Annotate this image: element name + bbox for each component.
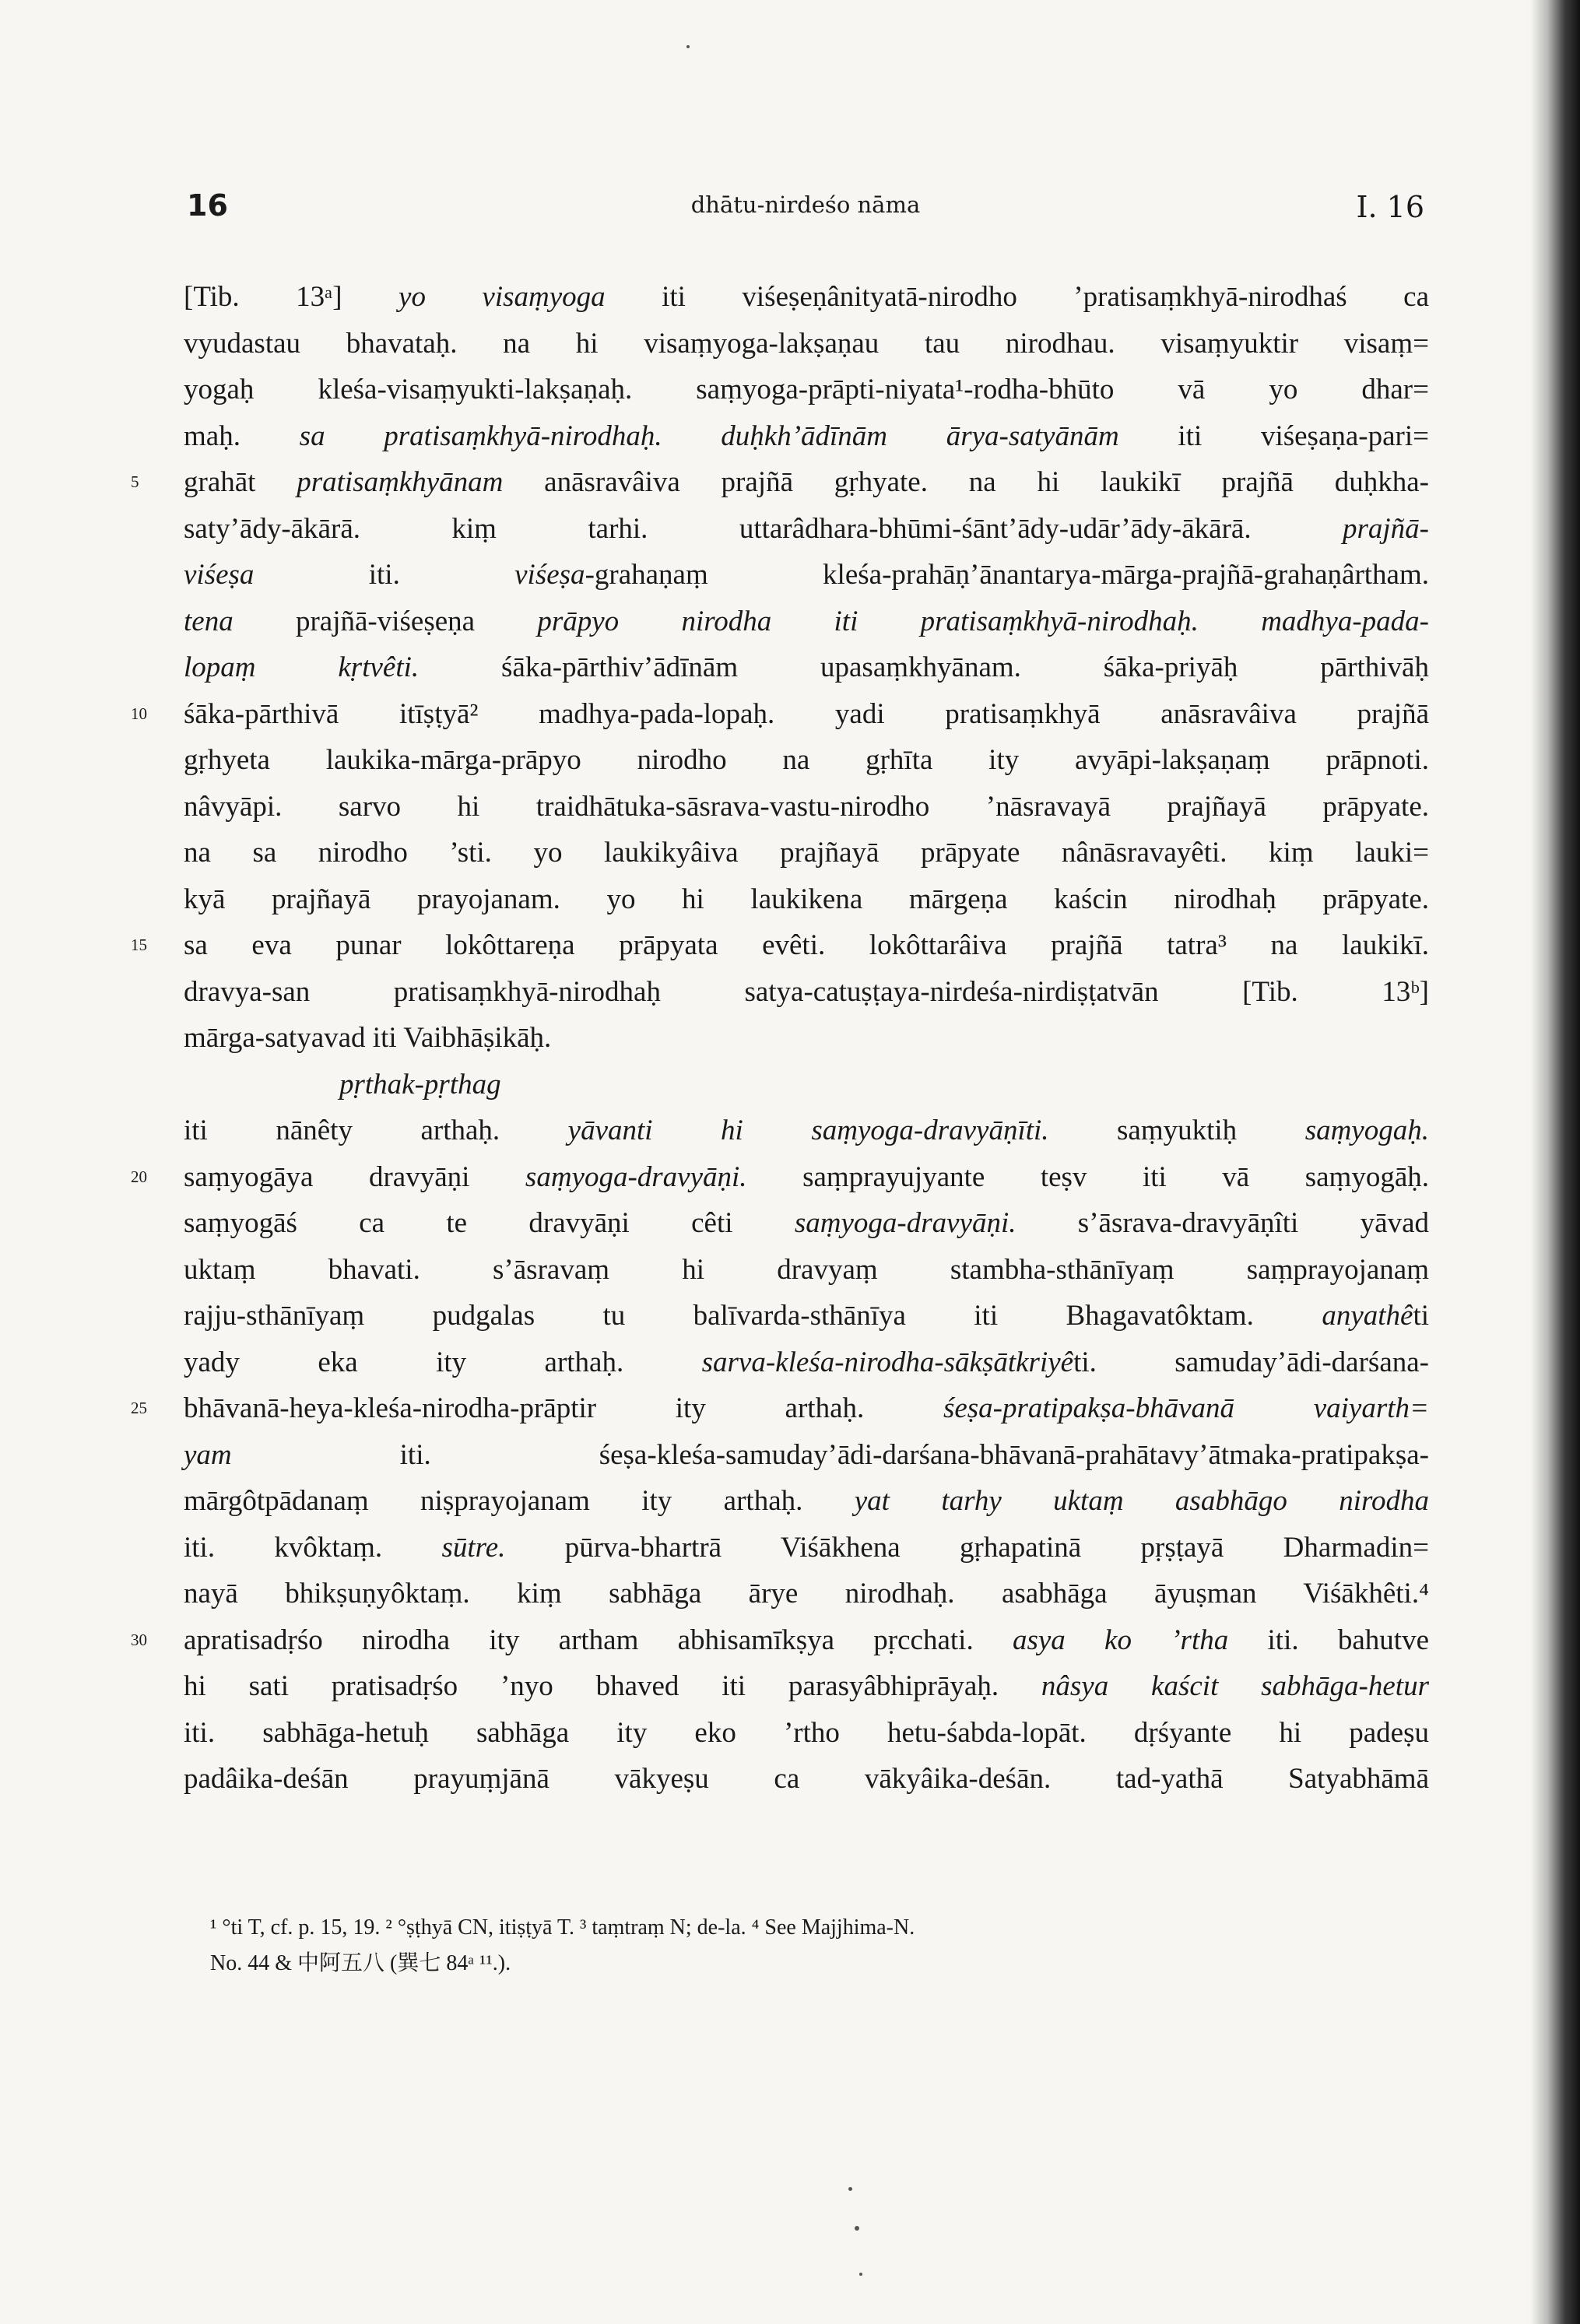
text-segment: vyudastau bhavataḥ. na hi visaṃyoga-lakṣaṇau tau nirodhau. visaṃyuktir visaṃ= xyxy=(184,327,1429,360)
text-line xyxy=(131,691,1429,738)
italic-segment: śeṣa-pratipakṣa-bhāvanā vaiyarth= xyxy=(943,1392,1429,1424)
italic-segment: yāvanti hi saṃyoga-dravyāṇīti. xyxy=(567,1115,1049,1146)
text-segment: -grahaṇaṃ kleśa-prahāṇ’ānantarya-mārga-prajñā-grahaṇârtham. xyxy=(585,559,1429,591)
page-header xyxy=(187,188,1424,243)
text-line xyxy=(184,737,1429,784)
text-line xyxy=(184,1663,1429,1710)
italic-segment: yo visaṃyoga xyxy=(399,281,606,313)
text-line xyxy=(184,1247,1429,1294)
text-segment: grahāt xyxy=(184,466,297,498)
scan-speck xyxy=(848,2187,852,2191)
text-segment: nâvyāpi. sarvo hi traidhātuka-sāsrava-vastu-nirodho ’nāsravayā prajñayā prāpyate. xyxy=(184,790,1429,823)
text-segment: yogaḥ kleśa-visaṃyukti-lakṣaṇaḥ. saṃyoga-prāpti-niyata¹-rodha-bhūto vā yo dhar= xyxy=(184,374,1429,405)
text-segment: mārgôtpādanaṃ niṣprayojanam ity arthaḥ. xyxy=(184,1485,855,1517)
scan-speck xyxy=(859,2273,862,2276)
text-line xyxy=(184,1756,1429,1803)
text-segment: [Tib. 13ᵃ] xyxy=(184,281,399,313)
text-segment: saty’ādy-ākārā. kiṃ tarhi. uttarâdhara-bhūmi-śānt’ādy-udār’ādy-ākārā. xyxy=(184,512,1343,545)
text-segment: iti viśeṣaṇa-pari= xyxy=(1118,420,1430,452)
text-segment: gṛhyeta laukika-mārga-prāpyo nirodho na gṛhīta ity avyāpi-lakṣaṇaṃ prāpnoti. xyxy=(184,744,1429,776)
text-line xyxy=(184,413,1429,460)
text-line xyxy=(184,1108,1429,1154)
line-number: 5 xyxy=(131,472,139,491)
italic-segment: saṃyoga-dravyāṇi. xyxy=(525,1160,747,1193)
text-segment: rajju-sthānīyaṃ pudgalas tu balīvarda-sthānīya iti Bhagavatôktam. xyxy=(184,1300,1322,1332)
italic-segment: saṃyogaḥ. xyxy=(1304,1115,1429,1146)
text-line xyxy=(184,506,1429,553)
text-line xyxy=(184,274,1429,321)
text-line xyxy=(184,1525,1429,1571)
text-segment: iti. bahutve xyxy=(1228,1624,1429,1656)
italic-segment: sarva-kleśa-nirodha-sākṣātkriyê xyxy=(701,1346,1074,1378)
italic-segment: prajñā- xyxy=(1343,512,1429,545)
text-line xyxy=(184,644,1429,691)
text-segment: iti. kvôktaṃ. xyxy=(184,1531,442,1564)
italic-segment: yat tarhy uktaṃ asabhāgo nirodha xyxy=(854,1485,1429,1517)
text-line xyxy=(184,784,1429,830)
text-line xyxy=(184,321,1429,367)
page-number: 16 xyxy=(187,188,228,223)
text-segment: iti. śeṣa-kleśa-samuday’ādi-darśana-bhāvanā-prahātavy’ātmaka-pratipakṣa- xyxy=(231,1438,1429,1471)
italic-segment: viśeṣa xyxy=(514,559,585,591)
text-segment: ti. samuday’ādi-darśana- xyxy=(1073,1346,1429,1378)
text-segment: saṃyuktiḥ xyxy=(1048,1115,1305,1146)
text-line xyxy=(131,1617,1429,1664)
text-segment: ti xyxy=(1413,1300,1429,1332)
text-segment: hi sati pratisadṛśo ’nyo bhaved iti parasyâbhiprāyaḥ. xyxy=(184,1670,1041,1702)
text-line xyxy=(131,1154,1429,1201)
text-segment: maḥ. xyxy=(184,420,300,452)
running-title: dhātu-nirdeśo nāma xyxy=(690,191,921,218)
text-segment: iti nānêty arthaḥ. xyxy=(184,1115,568,1146)
line-number: 25 xyxy=(131,1399,147,1417)
footnotes xyxy=(210,1910,1432,1982)
italic-segment: saṃyoga-dravyāṇi. xyxy=(794,1207,1016,1239)
text-segment: saṃprayujyante teṣv iti vā saṃyogāḥ. xyxy=(746,1160,1429,1193)
text-line xyxy=(184,969,1429,1016)
text-line xyxy=(184,830,1429,876)
text-line xyxy=(184,1478,1429,1525)
text-segment: bhāvanā-heya-kleśa-nirodha-prāptir ity arthaḥ. xyxy=(184,1392,943,1424)
text-segment: prajñā-viśeṣeṇa xyxy=(233,605,538,637)
page-binding-shadow xyxy=(1530,0,1580,2324)
text-line xyxy=(184,552,1429,599)
scan-speck xyxy=(686,45,690,48)
italic-segment: prāpyo nirodha iti pratisaṃkhyā-nirodhaḥ. madhya-pada- xyxy=(537,605,1429,637)
text-line xyxy=(184,1571,1429,1617)
line-number: 20 xyxy=(131,1167,147,1186)
text-segment: yady eka ity arthaḥ. xyxy=(184,1346,702,1378)
text-line xyxy=(131,1385,1429,1432)
text-line xyxy=(184,1015,1429,1062)
italic-segment: nâsya kaścit sabhāga-hetur xyxy=(1041,1670,1429,1702)
footnote-line: ¹ °ti T, cf. p. 15, 19. ² °ṣṭhyā CN, itiṣṭyā T. ³ taṃtraṃ N; de-la. ⁴ See Majjhima-N. xyxy=(210,1915,915,1940)
italic-segment: pratisaṃkhyānam xyxy=(297,466,504,498)
text-line xyxy=(184,876,1429,923)
line-number: 10 xyxy=(131,704,147,723)
text-line xyxy=(184,1339,1429,1386)
text-segment: apratisadṛśo nirodha ity artham abhisamīkṣya pṛcchati. xyxy=(184,1624,1013,1656)
text-segment: śāka-pārthiv’ādīnām upasaṃkhyānam. śāka-priyāḥ pārthivāḥ xyxy=(419,651,1429,683)
footnote-line: No. 44 & 中阿五八 (巽七 84ᵃ ¹¹.). xyxy=(210,1951,511,1975)
text-line xyxy=(184,1062,1429,1108)
text-segment: anāsravâiva prajñā gṛhyate. na hi laukikī prajñā duḥkha- xyxy=(503,466,1429,498)
text-segment: iti. sabhāga-hetuḥ sabhāga ity eko ’rtho hetu-śabda-lopāt. dṛśyante hi padeṣu xyxy=(184,1716,1429,1749)
text-segment: na sa nirodho ’sti. yo laukikyâiva prajñayā prāpyate nânāsravayêti. kiṃ lauki= xyxy=(184,837,1429,869)
text-segment: saṃyogāś ca te dravyāṇi cêti xyxy=(184,1207,795,1239)
text-segment: dravya-san pratisaṃkhyā-nirodhaḥ satya-catuṣṭaya-nirdeśa-nirdiṣṭatvān [Tib. 13ᵇ] xyxy=(184,975,1429,1008)
text-segment: sa eva punar lokôttareṇa prāpyata evêti. lokôttarâiva prajñā tatra³ na laukikī. xyxy=(184,929,1429,961)
text-line xyxy=(184,1200,1429,1247)
text-line xyxy=(184,1293,1429,1339)
text-segment: nayā bhikṣuṇyôktaṃ. kiṃ sabhāga ārye nirodhaḥ. asabhāga āyuṣman Viśākhêti.⁴ xyxy=(184,1578,1429,1610)
text-segment: saṃyogāya dravyāṇi xyxy=(184,1160,525,1193)
text-segment: iti. xyxy=(254,559,515,591)
text-segment: padâika-deśān prayuṃjānā vākyeṣu ca vākyâika-deśān. tad-yathā Satyabhāmā xyxy=(184,1763,1429,1795)
text-segment: mārga-satyavad iti Vaibhāṣikāḥ. xyxy=(184,1022,552,1054)
italic-segment: tena xyxy=(184,605,233,637)
text-segment: kyā prajñayā prayojanam. yo hi laukikena mārgeṇa kaścin nirodhaḥ prāpyate. xyxy=(184,883,1429,915)
text-line xyxy=(184,367,1429,413)
line-number: 15 xyxy=(131,936,147,954)
italic-segment: sūtre. xyxy=(441,1531,506,1564)
text-segment: uktaṃ bhavati. s’āsravaṃ hi dravyaṃ stambha-sthānīyaṃ saṃprayojanaṃ xyxy=(184,1253,1429,1286)
scan-speck xyxy=(855,2226,859,2231)
main-text xyxy=(131,274,1430,1803)
italic-segment: anyathê xyxy=(1322,1300,1413,1332)
italic-segment: sa pratisaṃkhyā-nirodhaḥ. duḥkh’ādīnām ārya-satyānām xyxy=(299,420,1119,452)
text-segment: pūrva-bhartrā Viśākhena gṛhapatinā pṛṣṭayā Dharmadin= xyxy=(505,1531,1429,1564)
section-reference: I. 16 xyxy=(1356,190,1424,224)
text-segment: s’āsrava-dravyāṇîti yāvad xyxy=(1016,1207,1429,1239)
text-line xyxy=(184,599,1429,645)
italic-segment: yam xyxy=(184,1438,232,1471)
text-line xyxy=(131,459,1429,506)
text-segment: iti viśeṣeṇânityatā-nirodho ’pratisaṃkhyā-nirodhaś ca xyxy=(605,281,1429,313)
text-segment: śāka-pārthivā itīṣṭyā² madhya-pada-lopaḥ. yadi pratisaṃkhyā anāsravâiva prajñā xyxy=(184,697,1429,730)
line-number: 30 xyxy=(131,1630,147,1649)
italic-segment: lopaṃ kṛtvêti. xyxy=(184,651,420,683)
text-line xyxy=(184,1710,1429,1757)
text-line xyxy=(131,922,1429,969)
text-line xyxy=(184,1432,1429,1479)
italic-segment: pṛthak-pṛthag xyxy=(339,1068,501,1101)
italic-segment: viśeṣa xyxy=(184,559,255,591)
italic-segment: asya ko ’rtha xyxy=(1012,1624,1229,1656)
